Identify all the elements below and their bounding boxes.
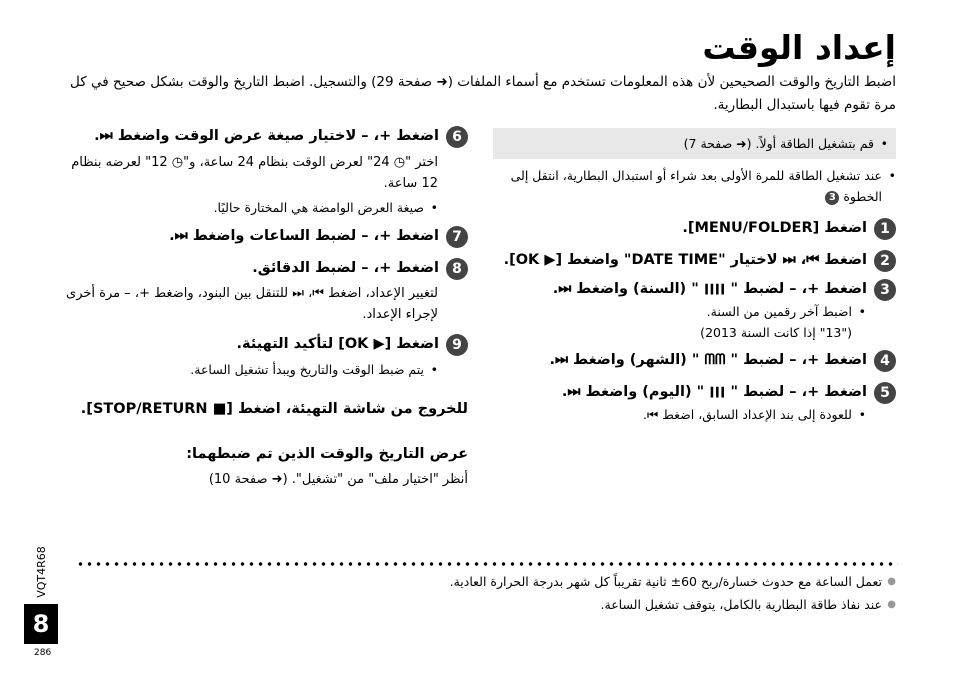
step-4 xyxy=(493,349,896,372)
display-text: أنظر "اختيار ملف" من "تشغيل". (➜ صفحة 10) xyxy=(208,472,468,487)
model-code: VQT4R68 xyxy=(35,546,48,598)
step-3 xyxy=(493,278,896,301)
step-number: 5 xyxy=(874,382,896,404)
step-text: اضغط +، – لضبط " ᗰᗰ " (الشهر) واضغط ⏭. xyxy=(549,352,867,368)
step-number: 7 xyxy=(446,226,468,248)
dotted-divider xyxy=(76,561,898,567)
step-text: اضغط +، – لضبط الدقائق. xyxy=(252,260,439,276)
step-number: 3 xyxy=(874,279,896,301)
page-number: 8 xyxy=(24,604,58,644)
footer-notes xyxy=(66,570,896,616)
first-use-note xyxy=(493,165,896,207)
intro-paragraph: اضبط التاريخ والوقت الصحيحين لأن هذه المعلومات تستخدم مع أسماء الملفات (➜ صفحة 29) والتسجيل. اضبط التاريخ والوقت بشكل صحيح في كل مرة تقوم فيها باستبدال البطارية. xyxy=(70,74,896,113)
step-6 xyxy=(66,125,468,148)
page-title: إعداد الوقت xyxy=(702,28,896,67)
step-number: 9 xyxy=(446,334,468,356)
step-9-note: • يتم ضبط الوقت والتاريخ ويبدأ تشغيل الساعة. xyxy=(66,359,438,380)
exit-instruction: للخروج من شاشة التهيئة، اضغط [■ STOP/RETURN]. xyxy=(80,401,468,417)
display-heading: عرض التاريخ والوقت الذين تم ضبطهما: xyxy=(186,446,468,462)
step-8 xyxy=(66,257,468,280)
step-number: 2 xyxy=(874,250,896,272)
step-5 xyxy=(493,381,896,404)
step-text: اضغط [MENU/FOLDER]. xyxy=(682,220,867,236)
first-use-text: عند تشغيل الطاقة للمرة الأولى بعد شراء أو استبدال البطارية، انتقل إلى الخطوة xyxy=(510,168,882,204)
step-2 xyxy=(493,249,896,272)
step-8-description: لتغيير الإعداد، اضغط ⏮، ⏭ للتنقل بين البنود، واضغط +، – مرة أخرى لإجراء الإعداد. xyxy=(66,286,438,322)
step-5-note: • للعودة إلى بند الإعداد السابق، اضغط ⏮. xyxy=(493,404,866,425)
note-box xyxy=(493,128,896,159)
step-number: 8 xyxy=(446,258,468,280)
step-6-note: • صيغة العرض الوامضة هي المختارة حاليًا. xyxy=(66,197,438,218)
step-7 xyxy=(66,225,468,248)
step-number: 6 xyxy=(446,126,468,148)
step-text: اضغط +، – لاختيار صيغة عرض الوقت واضغط ⏭. xyxy=(94,128,439,144)
step-number: 1 xyxy=(874,218,896,240)
step-text: اضغط [▶ OK] لتأكيد التهيئة. xyxy=(236,336,439,352)
step-3-note: • اضبط آخر رقمين من السنة. xyxy=(493,301,866,322)
step-number: 4 xyxy=(874,350,896,372)
footer-note-1: ● تعمل الساعة مع حدوث خسارة/ربح 60± ثانية تقريباً كل شهر بدرجة الحرارة العادية. xyxy=(66,570,896,593)
left-column xyxy=(66,125,468,490)
step-text: اضغط +، – لضبط الساعات واضغط ⏭. xyxy=(169,228,439,244)
step-text: اضغط +، – لضبط " ׀׀׀׀ " (السنة) واضغط ⏭. xyxy=(552,281,867,297)
step-text: اضغط ⏮، ⏭ لاختيار "DATE TIME" واضغط [▶ OK]. xyxy=(503,252,867,268)
step-6-description: اختر "◷ 24" لعرض الوقت بنظام 24 ساعة، و"◷ 12" لعرضه بنظام 12 ساعة. xyxy=(71,155,438,191)
step-1 xyxy=(493,217,896,240)
page-small-number: 286 xyxy=(34,648,52,658)
step-ref-badge: 3 xyxy=(825,191,839,205)
footer-note-2: ● عند نفاذ طاقة البطارية بالكامل، يتوقف تشغيل الساعة. xyxy=(66,593,896,616)
step-text: اضغط +، – لضبط " ׀׀׀ " (اليوم) واضغط ⏭. xyxy=(561,384,867,400)
right-column xyxy=(493,165,896,425)
step-3-example: ("13" إذا كانت السنة 2013) xyxy=(700,325,852,340)
step-9 xyxy=(66,333,468,356)
note-box-text: • قم بتشغيل الطاقة أولاً. (➜ صفحة 7) xyxy=(493,128,888,159)
